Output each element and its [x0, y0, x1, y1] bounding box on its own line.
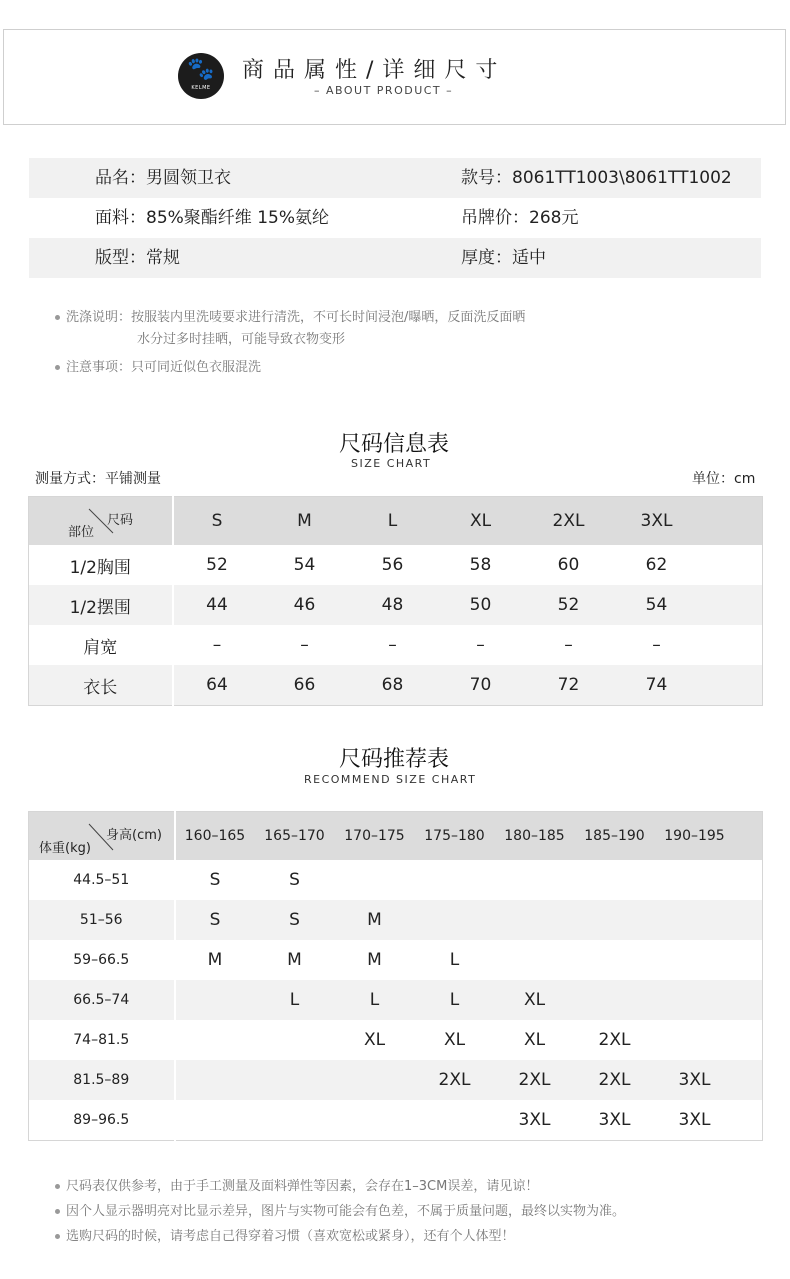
bullet-icon	[55, 1209, 60, 1214]
attribute-left: 面料：85%聚酯纤维 15%氨纶	[95, 208, 329, 228]
table-cell	[415, 860, 495, 900]
weight-label: 81.5–89	[29, 1060, 175, 1100]
attribute-row	[29, 158, 761, 198]
table-cell: M	[367, 950, 382, 970]
table-cell	[335, 860, 415, 900]
table-cell: M	[287, 950, 302, 970]
table-cell: 72	[525, 665, 613, 706]
size-header: 3XL	[613, 497, 701, 546]
footer-note: 尺码表仅供参考，由于手工测量及面料弹性等因素，会存在1–3CM误差，请见谅！	[55, 1176, 538, 1198]
recommend-chart-subtitle: RECOMMEND SIZE CHART	[304, 773, 477, 786]
row-label: 1/2摆围	[29, 585, 173, 625]
weight-label: 59–66.5	[29, 940, 175, 980]
weight-label: 51–56	[29, 900, 175, 940]
table-row	[29, 585, 763, 625]
table-cell	[415, 900, 495, 940]
recommend-header-row	[29, 812, 763, 861]
table-cell: L	[449, 950, 460, 970]
table-cell: –	[652, 635, 661, 655]
logo-brand-text: KELME	[191, 85, 211, 91]
page-title: 商品属性/详细尺寸	[242, 58, 507, 83]
spacer-cell	[701, 625, 763, 665]
table-cell: S	[289, 870, 300, 890]
size-header: XL	[437, 497, 525, 546]
height-header: 160–165	[175, 812, 255, 861]
row-label: 肩宽	[29, 625, 173, 665]
spacer-cell	[735, 812, 763, 861]
spacer-cell	[735, 1100, 763, 1141]
table-cell: –	[300, 635, 309, 655]
weight-label: 44.5–51	[29, 860, 175, 900]
table-cell	[335, 1100, 415, 1141]
bullet-icon	[55, 365, 60, 370]
table-row	[29, 860, 763, 900]
table-cell: 58	[469, 555, 492, 575]
table-row	[29, 665, 763, 706]
table-cell: 2XL	[415, 1060, 495, 1100]
paw-icon: 🐾	[187, 57, 215, 82]
corner-bottom-label: 体重(kg)	[39, 841, 91, 856]
page-subtitle: – ABOUT PRODUCT –	[314, 84, 454, 97]
table-cell	[495, 940, 575, 980]
table-cell: 3XL	[598, 1110, 631, 1130]
table-cell	[175, 1020, 255, 1060]
table-cell: 60	[557, 555, 580, 575]
table-row	[29, 625, 763, 665]
corner-top-label: 身高(cm)	[106, 828, 162, 843]
table-row	[29, 980, 763, 1020]
spacer-cell	[701, 665, 763, 706]
table-cell	[575, 940, 655, 980]
table-cell: L	[415, 980, 495, 1020]
table-cell	[495, 900, 575, 940]
size-header: M	[261, 497, 349, 546]
table-row	[29, 1060, 763, 1100]
table-row	[29, 545, 763, 585]
table-cell	[575, 860, 655, 900]
attribute-right: 款号：8061TT1003\8061TT1002	[461, 168, 732, 188]
table-cell: 50	[437, 585, 525, 625]
corner-top-label: 尺码	[107, 513, 134, 528]
unit-label: 单位：cm	[692, 471, 756, 487]
spacer-cell	[735, 980, 763, 1020]
spacer-cell	[735, 1020, 763, 1060]
attribute-left: 版型：常规	[95, 248, 180, 268]
table-cell: M	[207, 950, 223, 970]
spacer-cell	[735, 900, 763, 940]
table-cell	[175, 1060, 255, 1100]
table-cell: –	[476, 635, 485, 655]
spacer-cell	[701, 585, 763, 625]
corner-cell	[29, 497, 173, 546]
bullet-icon	[55, 1184, 60, 1189]
height-header: 180–185	[495, 812, 575, 861]
table-cell: 56	[381, 555, 404, 575]
height-header: 165–170	[255, 812, 335, 861]
table-cell: –	[564, 635, 573, 655]
height-header: 190–195	[655, 812, 735, 861]
table-cell: 52	[525, 585, 613, 625]
size-chart-header-row	[29, 497, 763, 546]
measure-method: 测量方式：平铺测量	[35, 471, 161, 487]
table-cell	[655, 940, 735, 980]
spacer-cell	[735, 1060, 763, 1100]
table-cell: 44	[173, 585, 261, 625]
table-cell: XL	[523, 1030, 546, 1050]
attribute-left: 品名：男圆领卫衣	[95, 168, 231, 188]
table-cell	[655, 900, 735, 940]
table-cell: XL	[443, 1030, 466, 1050]
height-header: 170–175	[335, 812, 415, 861]
table-cell	[655, 860, 735, 900]
table-row	[29, 1100, 763, 1141]
weight-label: 74–81.5	[29, 1020, 175, 1060]
table-cell: –	[388, 635, 397, 655]
footer-note: 选购尺码的时候，请考虑自己得穿着习惯（喜欢宽松或紧身），还有个人体型！	[55, 1226, 515, 1248]
table-cell: 68	[349, 665, 437, 706]
weight-label: 89–96.5	[29, 1100, 175, 1141]
spacer-cell	[701, 497, 763, 546]
corner-bottom-label: 部位	[68, 525, 95, 540]
diagonal-divider	[29, 497, 173, 545]
table-cell	[255, 1060, 335, 1100]
attribute-row	[29, 238, 761, 278]
caution-note: 注意事项：只可同近似色衣服混洗	[55, 357, 261, 379]
bullet-icon	[55, 1234, 60, 1239]
table-cell	[175, 980, 255, 1020]
table-cell	[575, 900, 655, 940]
bullet-icon	[55, 315, 60, 320]
table-cell: M	[335, 900, 415, 940]
table-cell: 3XL	[655, 1060, 735, 1100]
table-cell	[655, 980, 735, 1020]
table-cell: 70	[437, 665, 525, 706]
table-row	[29, 940, 763, 980]
footer-note: 因个人显示器明亮对比显示差异，图片与实物可能会有色差，不属于质量问题，最终以实物为准。	[55, 1201, 625, 1223]
table-cell: 66	[261, 665, 349, 706]
table-cell: L	[335, 980, 415, 1020]
brand-logo	[178, 53, 224, 99]
table-cell: XL	[363, 1030, 386, 1050]
size-header: 2XL	[525, 497, 613, 546]
table-cell: S	[209, 870, 221, 890]
size-chart-title: 尺码信息表	[339, 432, 450, 457]
height-header: 185–190	[575, 812, 655, 861]
table-cell	[655, 1020, 735, 1060]
corner-cell	[29, 812, 175, 861]
table-cell: 54	[613, 585, 701, 625]
wash-note: 洗涤说明：按服装内里洗唛要求进行清洗，不可长时间浸泡/曝晒，反面洗反面晒	[55, 307, 525, 329]
table-cell: –	[212, 635, 222, 655]
table-cell	[175, 1100, 255, 1141]
table-cell: 2XL	[495, 1060, 575, 1100]
table-cell: 3XL	[678, 1110, 711, 1130]
table-cell: 46	[261, 585, 349, 625]
table-cell: 2XL	[598, 1030, 631, 1050]
table-cell: 54	[293, 555, 316, 575]
spacer-cell	[701, 545, 763, 585]
size-chart-table	[28, 496, 763, 706]
table-cell: S	[255, 900, 335, 940]
recommend-chart-table	[28, 811, 763, 1141]
table-cell	[255, 1020, 335, 1060]
size-header: S	[173, 497, 261, 546]
table-cell: 52	[206, 555, 228, 575]
table-cell	[495, 860, 575, 900]
table-cell: 62	[645, 555, 668, 575]
table-cell: 74	[613, 665, 701, 706]
table-cell: 48	[349, 585, 437, 625]
table-cell	[415, 1100, 495, 1141]
table-cell	[335, 1060, 415, 1100]
attribute-row	[29, 198, 761, 238]
table-cell: 64	[173, 665, 261, 706]
spacer-cell	[735, 940, 763, 980]
attribute-right: 吊牌价：268元	[461, 208, 579, 228]
table-cell: 3XL	[518, 1110, 551, 1130]
spacer-cell	[735, 860, 763, 900]
table-row	[29, 1020, 763, 1060]
table-cell: L	[255, 980, 335, 1020]
wash-note-cont: 水分过多时挂晒，可能导致衣物变形	[137, 332, 346, 347]
attribute-right: 厚度：适中	[461, 248, 546, 268]
size-header: L	[349, 497, 437, 546]
size-chart-subtitle: SIZE CHART	[351, 457, 432, 470]
row-label: 1/2胸围	[29, 545, 173, 585]
table-row	[29, 900, 763, 940]
table-cell	[255, 1100, 335, 1141]
table-cell: XL	[495, 980, 575, 1020]
weight-label: 66.5–74	[29, 980, 175, 1020]
recommend-chart-title: 尺码推荐表	[339, 747, 450, 772]
height-header: 175–180	[415, 812, 495, 861]
table-cell: S	[175, 900, 255, 940]
row-label: 衣长	[29, 665, 173, 706]
table-cell: 2XL	[575, 1060, 655, 1100]
table-cell	[575, 980, 655, 1020]
